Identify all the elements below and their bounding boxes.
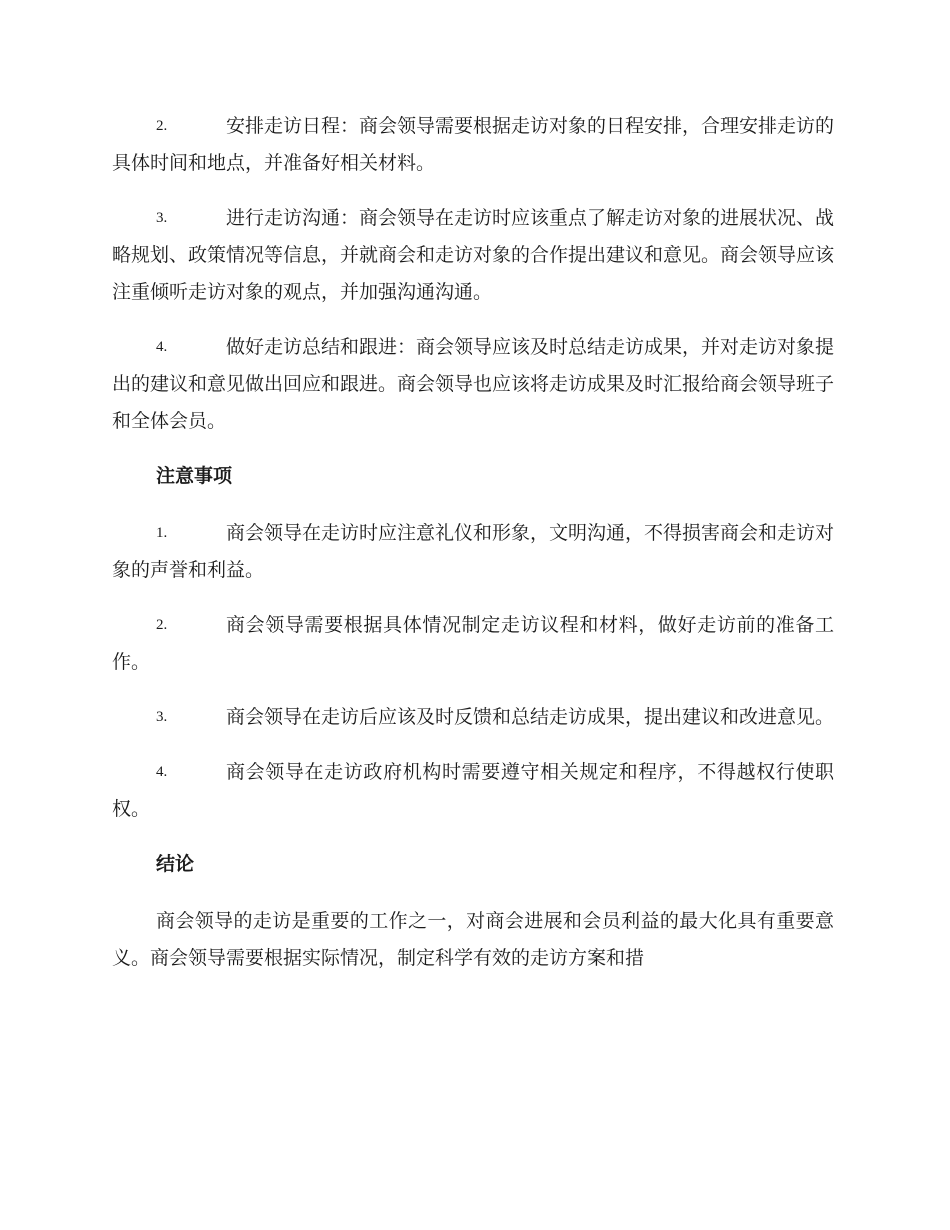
list-number: 2. xyxy=(156,118,168,134)
list-item xyxy=(112,329,834,440)
list-number: 3. xyxy=(156,709,168,725)
list-item xyxy=(112,699,834,736)
list-text: 安排走访日程：商会领导需要根据走访对象的日程安排，合理安排走访的具体时间和地点，并准备好相关材料。 xyxy=(112,115,835,174)
list-text: 商会领导在走访政府机构时需要遵守相关规定和程序，不得越权行使职权。 xyxy=(112,761,834,820)
list-item xyxy=(112,515,834,589)
list-text: 商会领导需要根据具体情况制定走访议程和材料，做好走访前的准备工作。 xyxy=(112,614,834,673)
list-number: 4. xyxy=(156,339,168,355)
list-item xyxy=(112,200,834,311)
list-number: 3. xyxy=(156,210,168,226)
list-item xyxy=(112,754,834,828)
list-item xyxy=(112,607,834,681)
list-item xyxy=(112,108,834,182)
section-heading-conclusion: 结论 xyxy=(156,853,195,875)
section-heading-notes: 注意事项 xyxy=(156,465,233,487)
conclusion-paragraph: 商会领导的走访是重要的工作之一，对商会进展和会员利益的最大化具有重要意义。商会领导需要根据实际情况，制定科学有效的走访方案和措 xyxy=(112,910,834,969)
list-text: 进行走访沟通：商会领导在走访时应该重点了解走访对象的进展状况、战略规划、政策情况等信息，并就商会和走访对象的合作提出建议和意见。商会领导应该注重倾听走访对象的观点，并加强沟通沟通。 xyxy=(112,207,835,303)
document-page xyxy=(112,108,834,977)
list-number: 2. xyxy=(156,617,168,633)
list-number: 4. xyxy=(156,764,168,780)
list-text: 做好走访总结和跟进：商会领导应该及时总结走访成果，并对走访对象提出的建议和意见做出回应和跟进。商会领导也应该将走访成果及时汇报给商会领导班子和全体会员。 xyxy=(112,336,835,432)
list-number: 1. xyxy=(156,525,168,541)
list-text: 商会领导在走访后应该及时反馈和总结走访成果，提出建议和改进意见。 xyxy=(226,706,835,728)
list-text: 商会领导在走访时应注意礼仪和形象，文明沟通，不得损害商会和走访对象的声誉和利益。 xyxy=(112,522,835,581)
